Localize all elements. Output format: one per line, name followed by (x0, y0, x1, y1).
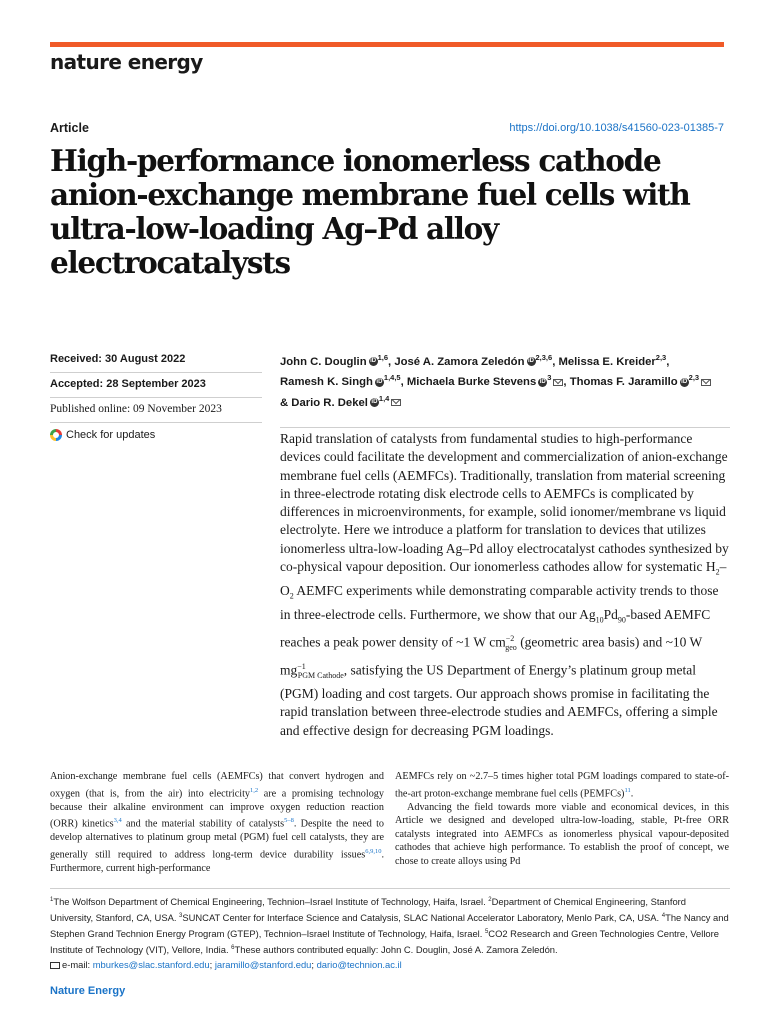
affiliation-ref: 1,6 (377, 353, 389, 362)
abstract-divider (280, 427, 730, 428)
paragraph: Advancing the field towards more viable and economical devices, in this Article we designed and developed ultra-low-loading, stable, Pt-free ORR catalysts integrated into AEMFCs as ionomerless physical vapour-deposited cathodes that achieve high performance. To establish the proof of concept, we chose to create alloys using Pd (395, 801, 729, 867)
author-name[interactable]: Ramesh K. Singh (280, 376, 373, 389)
affiliation-ref: 3 (547, 373, 552, 383)
affiliation-ref: 2,3 (655, 353, 667, 362)
author-list (280, 350, 730, 411)
author-name[interactable]: John C. Douglin (280, 355, 367, 368)
orcid-icon[interactable]: iD (370, 358, 377, 365)
published-date: Published online: 09 November 2023 (50, 398, 262, 423)
orcid-icon[interactable]: iD (681, 378, 688, 385)
crossmark-icon (50, 429, 62, 441)
affiliation-ref: 1,4 (378, 393, 390, 403)
body-column-left: Anion-exchange membrane fuel cells (AEMFCs) that convert hydrogen and oxygen (that is, from the air) into electricity$^{1,2}$ are a promising technology because their alkaline environment can improve oxygen reduction reaction (ORR) kinetics$^{3,4}$ and the material stability of catalysts$^{5-8}$. Despite the need to develop alternatives to platinum group metal (PGM) fuel cell catalysts, they are generally still required to address long-term device durability issues$^{6,9,10}$. Furthermore, current high-performance (50, 771, 385, 874)
orcid-icon[interactable]: iD (371, 398, 378, 405)
abstract: Rapid translation of catalysts from fundamental studies to high-performance devices could facilitate the development and commercialization of anion-exchange membrane fuel cells (AEMFCs). Traditionally, translation from material screening in three-electrode rotating disk electrode cells to AEMFCs is complicated by differences in microenvironments, for example, solid ionomer/membrane vs liquid electrolyte. Here we introduce a platform for translation to devices that utilizes ionomerless ultra-low-loading Ag–Pd alloy electrocatalyst cathodes synthesized by co-physical vapour deposition. Our ionomerless cathodes allow for systematic $H_2-O_2$ AEMFC experiments while demonstrating comparable activity trends to those in three-electrode cells. Furthermore, we show that our $Ag_{10}Pd_{90}$-based AEMFC reaches a peak power density of ~1 W $cm^{-2}_{geo}$ (geometric area basis) and ~10 W $mg^{-1}_{PGM Cathode}$, satisfying the US Department of Energy’s platinum group metal (PGM) loading and cost targets. Our approach shows promise in facilitating the rapid translation between three-electrode studies and AEMFCs, offering a simple and effective design for decreasing PGM loadings. (280, 431, 729, 738)
author-separator: , (400, 376, 407, 389)
orcid-icon[interactable]: iD (528, 358, 534, 365)
received-date: Received: 30 August 2022 (50, 348, 262, 373)
orcid-icon[interactable]: iD (376, 378, 383, 385)
author-name[interactable]: José A. Zamora Zeledón (394, 355, 525, 368)
citation-link[interactable]: 5–8 (284, 817, 294, 825)
author-name[interactable]: Melissa E. Kreider (558, 355, 656, 368)
affiliations: $^1$The Wolfson Department of Chemical Engineering, Technion–Israel Institute of Technology, Haifa, Israel. $^2$Department of Chemical Engineering, Stanford University, Stanford, CA, USA. $^3$SUNCAT Center for Interface Science and Catalysis, SLAC National Accelerator Laboratory, Menlo Park, CA, USA. $^4$The Nancy and Stephen Grand Technion Energy Program (GTEP), Technion–Israel Institute of Technology, Haifa, Israel. $^5$CO2 Research and Green Technologies Centre, Vellore Institute of Technology (VIT), Vellore, India. $^6$These authors contributed equally: John C. Douglin, José A. Zamora Zeledón. e-mail: mburkes@slac.stanford.edu; jaramillo@stanford.edu; dario@technion.ac.il (50, 896, 729, 970)
citation-link[interactable]: 1,2 (250, 786, 259, 794)
author-separator: , (552, 355, 559, 368)
email-icon[interactable] (701, 379, 711, 386)
author-name[interactable]: Michaela Burke Stevens (406, 376, 537, 389)
email-link[interactable]: jaramillo@stanford.edu (214, 958, 312, 970)
email-link[interactable]: dario@technion.ac.il (316, 958, 402, 970)
journal-logo: nature energy (50, 50, 203, 74)
author-separator: , (563, 376, 570, 389)
affiliation-ref: 2,3 (688, 373, 700, 383)
citation-link[interactable]: 11 (624, 786, 631, 794)
author-name[interactable]: Thomas F. Jaramillo (569, 376, 678, 389)
citation-link[interactable]: 3,4 (113, 817, 122, 825)
doi-link[interactable]: https://doi.org/10.1038/s41560-023-01385-7 (509, 122, 724, 134)
envelope-icon (50, 962, 60, 969)
orcid-icon[interactable]: iD (539, 378, 546, 385)
email-link[interactable]: mburkes@slac.stanford.edu (92, 958, 210, 970)
citation-link[interactable]: 6,9,10 (365, 847, 382, 855)
footer-journal: Nature Energy (50, 985, 126, 997)
article-type: Article (50, 121, 89, 135)
check-updates-button[interactable] (50, 423, 262, 441)
email-icon[interactable] (553, 379, 563, 386)
affiliation-ref: 1,4,5 (383, 373, 401, 383)
article-title: High-performance ionomerless cathode anion-exchange membrane fuel cells with ultra-low-loading Ag–Pd alloy electrocatalysts (50, 143, 690, 280)
author-separator: , (666, 355, 670, 368)
footnote-divider (50, 888, 730, 889)
author-separator: , (388, 355, 395, 368)
publication-dates (50, 348, 262, 441)
author-name[interactable]: & Dario R. Dekel (280, 396, 368, 409)
email-icon[interactable] (391, 399, 401, 406)
check-updates-label: Check for updates (66, 429, 156, 441)
body-column-right: AEMFCs rely on ~2.7–5 times higher total PGM loadings compared to state-of-the-art proton-exchange membrane fuel cells (PEMFCs)$^{11}$. Advancing the field towards more viable and economical devices, in this Article we designed and developed ultra-low-loading, stable, Pt-free ORR catalysts integrated into AEMFCs as ionomerless physical vapour-deposited cathodes that achieve high performance. To establish the proof of concept, we chose to create alloys using Pd (395, 771, 729, 867)
affiliation-ref: 2,3,6 (535, 353, 553, 362)
accepted-date: Accepted: 28 September 2023 (50, 373, 262, 398)
accent-bar (50, 42, 724, 47)
